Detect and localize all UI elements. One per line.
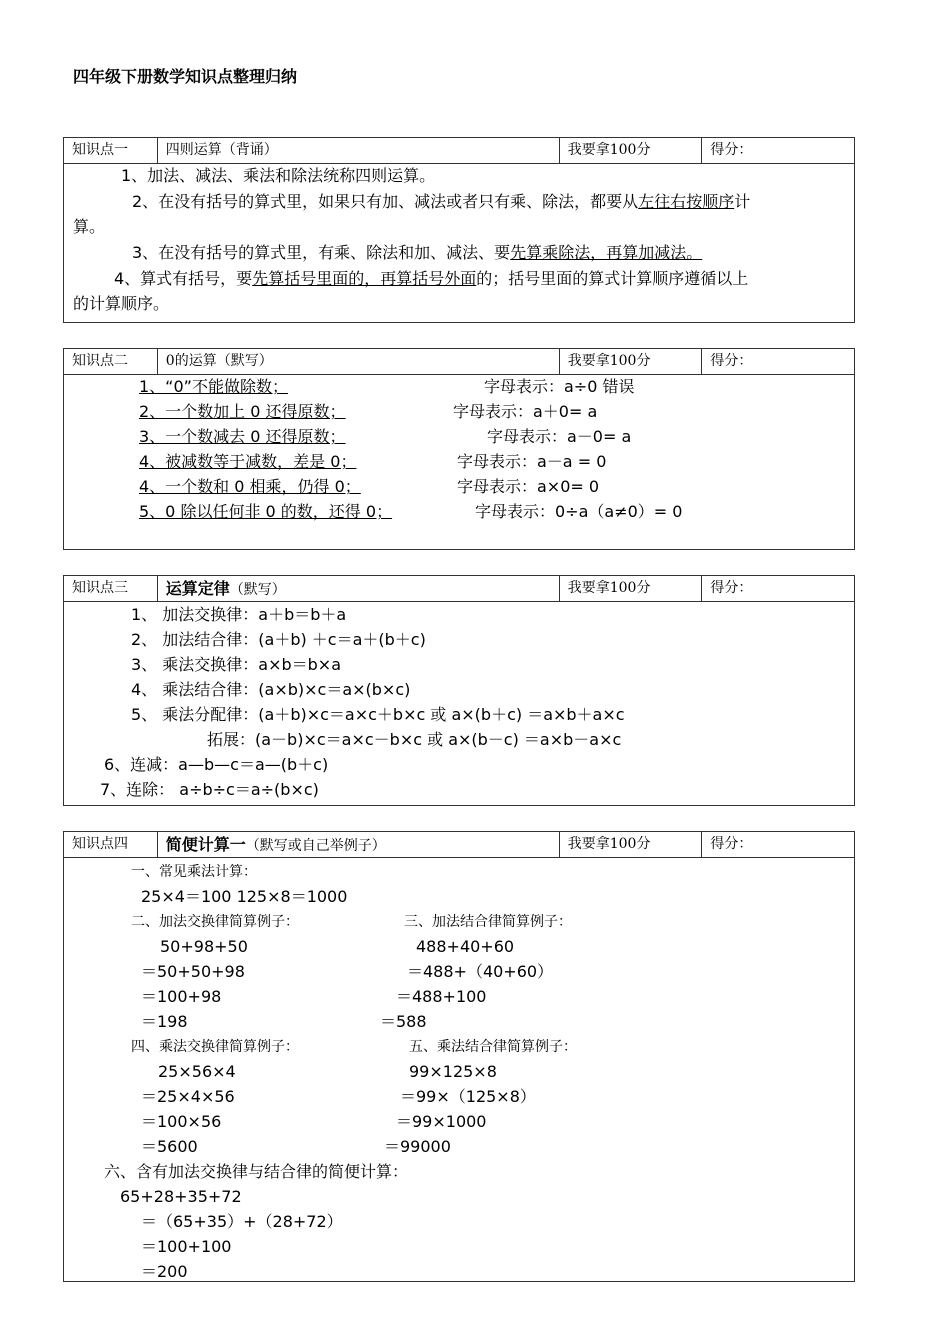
section-name: 简便计算一（默写或自己举例子） (158, 832, 560, 857)
example-line: ＝5600 (141, 1137, 198, 1156)
section-header (64, 138, 854, 164)
law-line: 拓展：(a－b)×c＝a×c－b×c 或 a×(b－c) ＝a×b－a×c (207, 730, 622, 749)
example-line: ＝488+100 (396, 987, 487, 1006)
example-line: ＝488+（40+60） (407, 962, 554, 981)
law-line: 1、 加法交换律：a＋b＝b＋a (131, 605, 347, 624)
rule-row: 5、0 除以任何非 0 的数，还得 0； 字母表示：0÷a（a≠0）= 0 (139, 502, 683, 521)
law-line: 5、 乘法分配律：(a＋b)×c＝a×c＋b×c 或 a×(b＋c) ＝a×b＋a×c (131, 705, 625, 724)
section-3 (63, 575, 855, 806)
section-1 (63, 137, 855, 323)
example-line: ＝25×4×56 (141, 1087, 235, 1106)
example-heading: 四、乘法交换律简算例子： (131, 1039, 299, 1055)
score-label: 得分： (710, 353, 753, 369)
rule-row: 3、一个数减去 0 还得原数； 字母表示：a－0= a (139, 427, 632, 446)
section-header (64, 832, 854, 858)
text-line: 4、算式有括号，要先算括号里面的，再算括号外面的；括号里面的算式计算顺序遵循以上 (114, 269, 749, 288)
text-line: 2、在没有括号的算式里，如果只有加、减法或者只有乘、除法，都要从左往右按顺序计 (132, 192, 751, 211)
example-line: ＝（65+35）+（28+72） (141, 1212, 343, 1231)
example-heading: 一、常见乘法计算： (131, 864, 257, 880)
section-tag: 知识点一 (64, 138, 158, 163)
example-line: ＝198 (141, 1012, 188, 1031)
section-name: 0的运算（默写） (158, 349, 560, 374)
example-heading: 六、含有加法交换律与结合律的简便计算： (104, 1162, 409, 1181)
rule-row: 1、“0”不能做除数； 字母表示：a÷0 错误 (139, 377, 635, 396)
example-line: 25×56×4 (158, 1062, 236, 1081)
text-line: 3、在没有括号的算式里，有乘、除法和加、减法、要先算乘除法，再算加减法。 (132, 243, 703, 262)
example-line: ＝100×56 (141, 1112, 222, 1131)
score-label: 得分： (710, 836, 753, 852)
rule-row: 2、一个数加上 0 还得原数； 字母表示：a＋0= a (139, 402, 598, 421)
law-line: 6、连减：a—b—c＝a—(b＋c) (104, 755, 329, 774)
section-name: 四则运算（背诵） (158, 138, 560, 163)
target-label: 我要拿100分 (560, 832, 703, 857)
rule-row: 4、一个数和 0 相乘，仍得 0； 字母表示：a×0= 0 (139, 477, 600, 496)
example-line: ＝200 (141, 1262, 188, 1281)
example-line: ＝588 (380, 1012, 427, 1031)
text-line: 1、加法、减法、乘法和除法统称四则运算。 (121, 166, 436, 185)
target-label: 我要拿100分 (560, 576, 703, 601)
section-header (64, 349, 854, 375)
example-line: ＝100+98 (141, 987, 222, 1006)
example-heading: 二、加法交换律简算例子： (131, 914, 299, 930)
section-header (64, 576, 854, 602)
page-title: 四年级下册数学知识点整理归纳 (73, 67, 298, 86)
example-line: 25×4＝100 125×8＝1000 (141, 887, 348, 906)
example-line: 488+40+60 (416, 937, 515, 956)
score-label: 得分： (710, 142, 753, 158)
example-line: 99×125×8 (409, 1062, 497, 1081)
example-line: 50+98+50 (160, 937, 248, 956)
example-line: ＝99000 (384, 1137, 451, 1156)
example-line: ＝50+50+98 (141, 962, 245, 981)
rule-row: 4、被减数等于减数，差是 0； 字母表示：a－a = 0 (139, 452, 607, 471)
section-2 (63, 348, 855, 550)
section-name: 运算定律（默写） (158, 576, 560, 601)
example-heading: 三、加法结合律简算例子： (404, 914, 572, 930)
example-line: ＝100+100 (141, 1237, 232, 1256)
text-line: 的计算顺序。 (73, 294, 170, 313)
law-line: 3、 乘法交换律：a×b＝b×a (131, 655, 342, 674)
target-label: 我要拿100分 (560, 138, 703, 163)
example-line: ＝99×（125×8） (400, 1087, 536, 1106)
law-line: 7、连除： a÷b÷c＝a÷(b×c) (100, 780, 319, 799)
law-line: 4、 乘法结合律：(a×b)×c＝a×(b×c) (131, 680, 411, 699)
section-tag: 知识点二 (64, 349, 158, 374)
text-line: 算。 (73, 217, 106, 236)
example-line: 65+28+35+72 (120, 1187, 242, 1206)
example-line: ＝99×1000 (396, 1112, 487, 1131)
example-heading: 五、乘法结合律简算例子： (409, 1039, 577, 1055)
section-tag: 知识点三 (64, 576, 158, 601)
section-tag: 知识点四 (64, 832, 158, 857)
law-line: 2、 加法结合律：(a＋b) ＋c＝a＋(b＋c) (131, 630, 426, 649)
target-label: 我要拿100分 (560, 349, 703, 374)
section-4 (63, 831, 855, 1282)
score-label: 得分： (710, 580, 753, 596)
